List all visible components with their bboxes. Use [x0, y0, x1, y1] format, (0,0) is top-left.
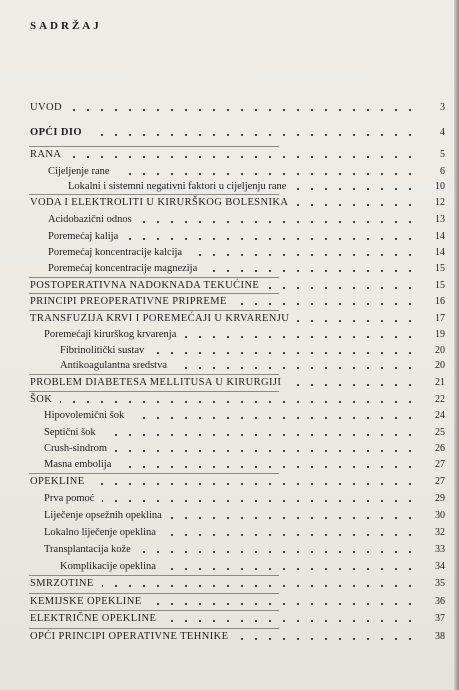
toc-leader-dots [164, 559, 417, 575]
toc-entry-title: RANA [30, 149, 62, 160]
toc-leader-dots [118, 164, 417, 180]
section-rule [29, 593, 279, 594]
section-rule [29, 610, 279, 611]
toc-entry-title: Prva pomoć [44, 493, 95, 504]
toc-entry-title: Hipovolemični šok [44, 410, 125, 421]
toc-page-number: 34 [435, 561, 445, 572]
toc-entry-title: VODA I ELEKTROLITI U KIRURŠKOG BOLESNIKA [30, 197, 289, 208]
section-rule [29, 391, 279, 392]
toc-page-number: 10 [435, 181, 445, 192]
toc-entry [0, 147, 459, 163]
toc-entry [0, 542, 459, 558]
toc-leader-dots [236, 629, 417, 645]
toc-page-number: 20 [435, 360, 445, 371]
toc-entry [0, 611, 459, 627]
toc-leader-dots [294, 179, 417, 195]
toc-entry [0, 311, 459, 327]
toc-entry-title: Lokalni i sistemni negativni faktori u cijeljenju rane [68, 181, 287, 192]
toc-page-number: 6 [440, 166, 445, 177]
toc-page-number: 17 [435, 313, 445, 324]
toc-leader-dots [119, 457, 417, 473]
toc-entry [0, 195, 459, 211]
toc-leader-dots [102, 576, 417, 592]
toc-entry [0, 441, 459, 457]
toc-page-number: 14 [435, 247, 445, 258]
toc-page-number: 22 [435, 394, 445, 405]
toc-entry [0, 457, 459, 473]
toc-entry-title: Acidobazični odnos [48, 214, 132, 225]
toc-entry [0, 125, 459, 141]
toc-page-number: 13 [435, 214, 445, 225]
toc-entry-title: Septični šok [44, 427, 96, 438]
toc-leader-dots [69, 147, 417, 163]
toc-page-number: 26 [435, 443, 445, 454]
toc-entry-title: UVOD [30, 102, 62, 113]
toc-page-number: 15 [435, 263, 445, 274]
toc-leader-dots [296, 195, 417, 211]
toc-page-number: 35 [435, 578, 445, 589]
toc-page-number: 4 [440, 127, 445, 138]
section-rule [29, 310, 279, 311]
toc-entry-title: Poremećaj koncentracije kalcija [48, 247, 183, 258]
toc-leader-dots [104, 425, 417, 441]
toc-entry-title: POSTOPERATIVNA NADOKNADA TEKUĆINE [30, 280, 260, 291]
toc-leader-dots [132, 408, 417, 424]
toc-entry [0, 629, 459, 645]
toc-entry [0, 525, 459, 541]
toc-page-number: 27 [435, 476, 445, 487]
toc-page-number: 15 [435, 280, 445, 291]
toc-entry-title: Transplantacija kože [44, 544, 131, 555]
toc-entry [0, 408, 459, 424]
toc-page-number: 30 [435, 510, 445, 521]
toc-leader-dots [190, 245, 417, 261]
section-rule [29, 473, 279, 474]
toc-leader-dots [126, 229, 417, 245]
toc-entry-title: Komplikacije opeklina [60, 561, 156, 572]
toc-entry-title: PRINCIPI PREOPERATIVNE PRIPREME [30, 296, 227, 307]
toc-leader-dots [90, 125, 417, 141]
toc-leader-dots [297, 311, 417, 327]
toc-entry-title: OPEKLINE [30, 476, 85, 487]
toc-entry-title: Poremećaj koncentracije magnezija [48, 263, 198, 274]
toc-page-number: 21 [435, 377, 445, 388]
section-rule [29, 146, 279, 147]
toc-entry-title: Cijeljenje rane [48, 166, 110, 177]
toc-leader-dots [164, 611, 417, 627]
toc-leader-dots [205, 261, 417, 277]
toc-entry [0, 212, 459, 228]
section-rule [29, 575, 279, 576]
toc-page-number: 5 [440, 149, 445, 160]
toc-entry [0, 229, 459, 245]
toc-entry [0, 343, 459, 359]
toc-page-number: 16 [435, 296, 445, 307]
toc-page-number: 19 [435, 329, 445, 340]
page-title: SADRŽAJ [30, 20, 102, 32]
toc-entry [0, 594, 459, 610]
toc-entry [0, 576, 459, 592]
toc-page-number: 33 [435, 544, 445, 555]
toc-entry-title: PROBLEM DIABETESA MELLITUSA U KIRURGIJI [30, 377, 282, 388]
section-rule [29, 194, 279, 195]
toc-entry-title: OPĆI PRINCIPI OPERATIVNE TEHNIKE [30, 631, 229, 642]
toc-entry-title: Crush-sindrom [44, 443, 107, 454]
toc-leader-dots [235, 294, 417, 310]
toc-entry-title: Antikoagulantna sredstva [60, 360, 168, 371]
toc-entry [0, 294, 459, 310]
toc-leader-dots [70, 100, 417, 116]
toc-entry-title: SMRZOTINE [30, 578, 94, 589]
toc-entry-title: Poremećaj kalija [48, 231, 119, 242]
toc-leader-dots [170, 508, 417, 524]
toc-leader-dots [164, 525, 417, 541]
toc-leader-dots [184, 327, 417, 343]
toc-leader-dots [102, 491, 417, 507]
toc-page-number: 36 [435, 596, 445, 607]
toc-leader-dots [140, 212, 417, 228]
toc-page-number: 3 [440, 102, 445, 113]
toc-entry [0, 327, 459, 343]
toc-page-number: 14 [435, 231, 445, 242]
section-rule [29, 628, 279, 629]
toc-entry-title: KEMIJSKE OPEKLINE [30, 596, 142, 607]
section-rule [29, 293, 279, 294]
toc-leader-dots [152, 343, 417, 359]
toc-leader-dots [93, 474, 417, 490]
toc-entry-title: Masna embolija [44, 459, 112, 470]
toc-leader-dots [139, 542, 417, 558]
toc-entry-title: Fibrinolitički sustav [60, 345, 145, 356]
toc-page-number: 37 [435, 613, 445, 624]
toc-entry-title: Poremećaji kirurškog krvarenja [44, 329, 177, 340]
toc-page-number: 12 [435, 197, 445, 208]
toc-entry [0, 392, 459, 408]
toc-page-number: 38 [435, 631, 445, 642]
toc-entry [0, 100, 459, 116]
toc-leader-dots [115, 441, 417, 457]
toc-entry [0, 559, 459, 575]
toc-page-number: 20 [435, 345, 445, 356]
toc-entry-title: OPĆI DIO [30, 127, 82, 138]
toc-leader-dots [175, 358, 417, 374]
toc-entry-title: TRANSFUZIJA KRVI I POREMEĆAJI U KRVARENJU [30, 313, 290, 324]
toc-entry [0, 164, 459, 180]
toc-entry-title: Lokalno liječenje opeklina [44, 527, 156, 538]
toc-page-number: 32 [435, 527, 445, 538]
toc-entry [0, 474, 459, 490]
section-rule [29, 277, 279, 278]
toc-entry [0, 358, 459, 374]
toc-entry [0, 375, 459, 391]
toc-entry [0, 491, 459, 507]
toc-entry [0, 245, 459, 261]
toc-entry-title: ŠOK [30, 394, 53, 405]
toc-entry [0, 261, 459, 277]
toc-entry [0, 179, 459, 195]
toc-leader-dots [289, 375, 417, 391]
section-rule [29, 374, 279, 375]
toc-page-number: 24 [435, 410, 445, 421]
toc-entry [0, 508, 459, 524]
toc-page-number: 27 [435, 459, 445, 470]
toc-entry-title: Liječenje opsežnih opeklina [44, 510, 162, 521]
toc-entry [0, 278, 459, 294]
toc-entry-title: ELEKTRIČNE OPEKLINE [30, 613, 157, 624]
toc-leader-dots [60, 392, 417, 408]
toc-entry [0, 425, 459, 441]
toc-leader-dots [150, 594, 417, 610]
toc-page-number: 29 [435, 493, 445, 504]
toc-leader-dots [267, 278, 417, 294]
toc-page-number: 25 [435, 427, 445, 438]
